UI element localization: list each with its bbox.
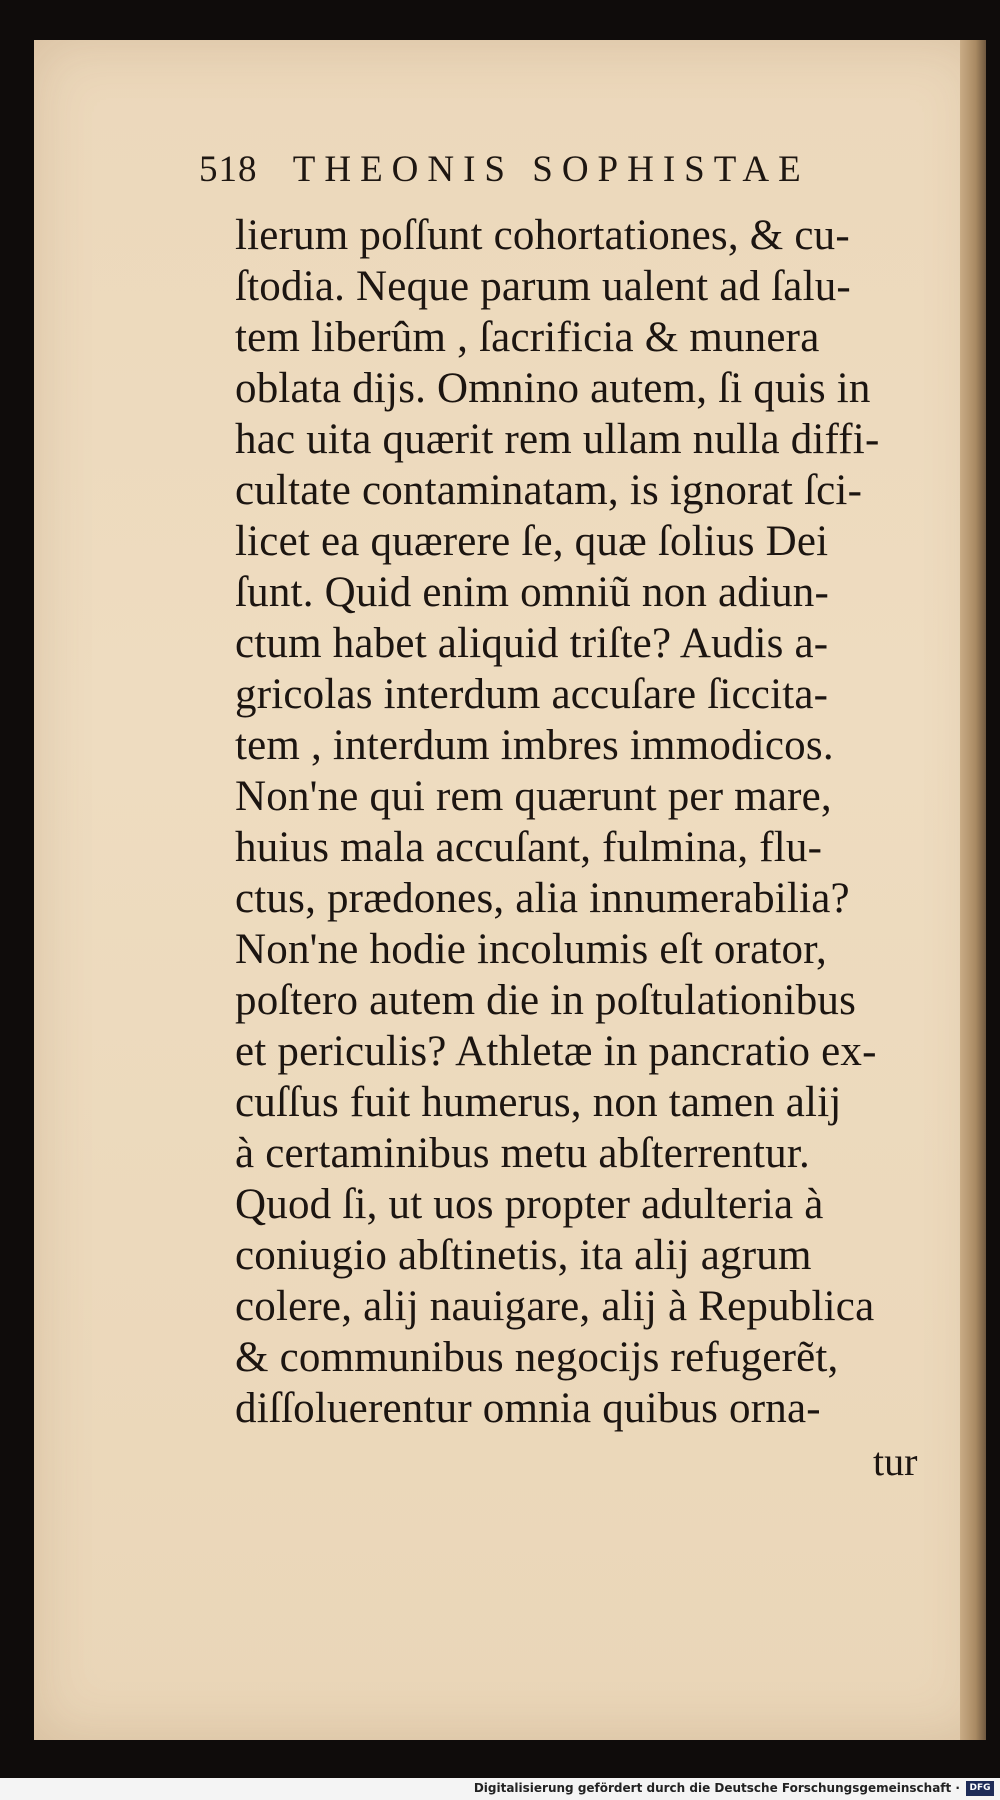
text-line: lierum poſſunt cohortationes, & cu- bbox=[235, 212, 850, 259]
funding-credit: Digitalisierung gefördert durch die Deutsche Forschungsgemeinschaft · bbox=[473, 1781, 960, 1795]
text-line: et periculis? Athletæ in pancratio ex- bbox=[235, 1028, 877, 1075]
text-line: & communibus negocijs refugerẽt, bbox=[235, 1334, 839, 1381]
text-line: à certaminibus metu abſterrentur. bbox=[235, 1130, 810, 1177]
text-line: Quod ſi, ut uos propter adulteria à bbox=[235, 1181, 824, 1228]
text-line: colere, alij nauigare, alij à Republica bbox=[235, 1283, 875, 1330]
text-line: ctum habet aliquid triſte? Audis a- bbox=[235, 620, 829, 667]
body-text bbox=[235, 210, 935, 1434]
dfg-logo-icon: DFG bbox=[966, 1781, 994, 1796]
text-line: hac uita quærit rem ullam nulla diffi- bbox=[235, 416, 880, 463]
text-line: tem , interdum imbres immodicos. bbox=[235, 722, 834, 769]
page-number: 518 bbox=[199, 149, 258, 190]
text-line: ſunt. Quid enim omniũ non adiun- bbox=[235, 569, 830, 616]
page-edge bbox=[960, 40, 986, 1740]
text-line: Non'ne hodie incolumis eſt orator, bbox=[235, 926, 828, 973]
text-line: coniugio abſtinetis, ita alij agrum bbox=[235, 1232, 812, 1279]
text-line: cultate contaminatam, is ignorat ſci- bbox=[235, 467, 863, 514]
text-line: ctus, prædones, alia innumerabilia? bbox=[235, 875, 850, 922]
text-line: diſſoluerentur omnia quibus orna- bbox=[235, 1385, 821, 1432]
text-line: cuſſus fuit humerus, non tamen alij bbox=[235, 1079, 842, 1126]
catchword: tur bbox=[873, 1439, 918, 1484]
footer-bar bbox=[0, 1778, 1000, 1800]
text-line: gricolas interdum accuſare ſiccita- bbox=[235, 671, 829, 718]
text-line: Non'ne qui rem quærunt per mare, bbox=[235, 773, 832, 820]
text-line: poſtero autem die in poſtulationibus bbox=[235, 977, 857, 1024]
text-line: oblata dijs. Omnino autem, ſi quis in bbox=[235, 365, 871, 412]
running-head bbox=[199, 148, 899, 198]
running-title: THEONIS SOPHISTAE bbox=[292, 149, 810, 190]
text-line: licet ea quærere ſe, quæ ſolius Dei bbox=[235, 518, 829, 565]
text-line: tem liberûm , ſacrificia & munera bbox=[235, 314, 820, 361]
text-line: huius mala accuſant, fulmina, flu- bbox=[235, 824, 823, 871]
text-line: ſtodia. Neque parum ualent ad ſalu- bbox=[235, 263, 851, 310]
